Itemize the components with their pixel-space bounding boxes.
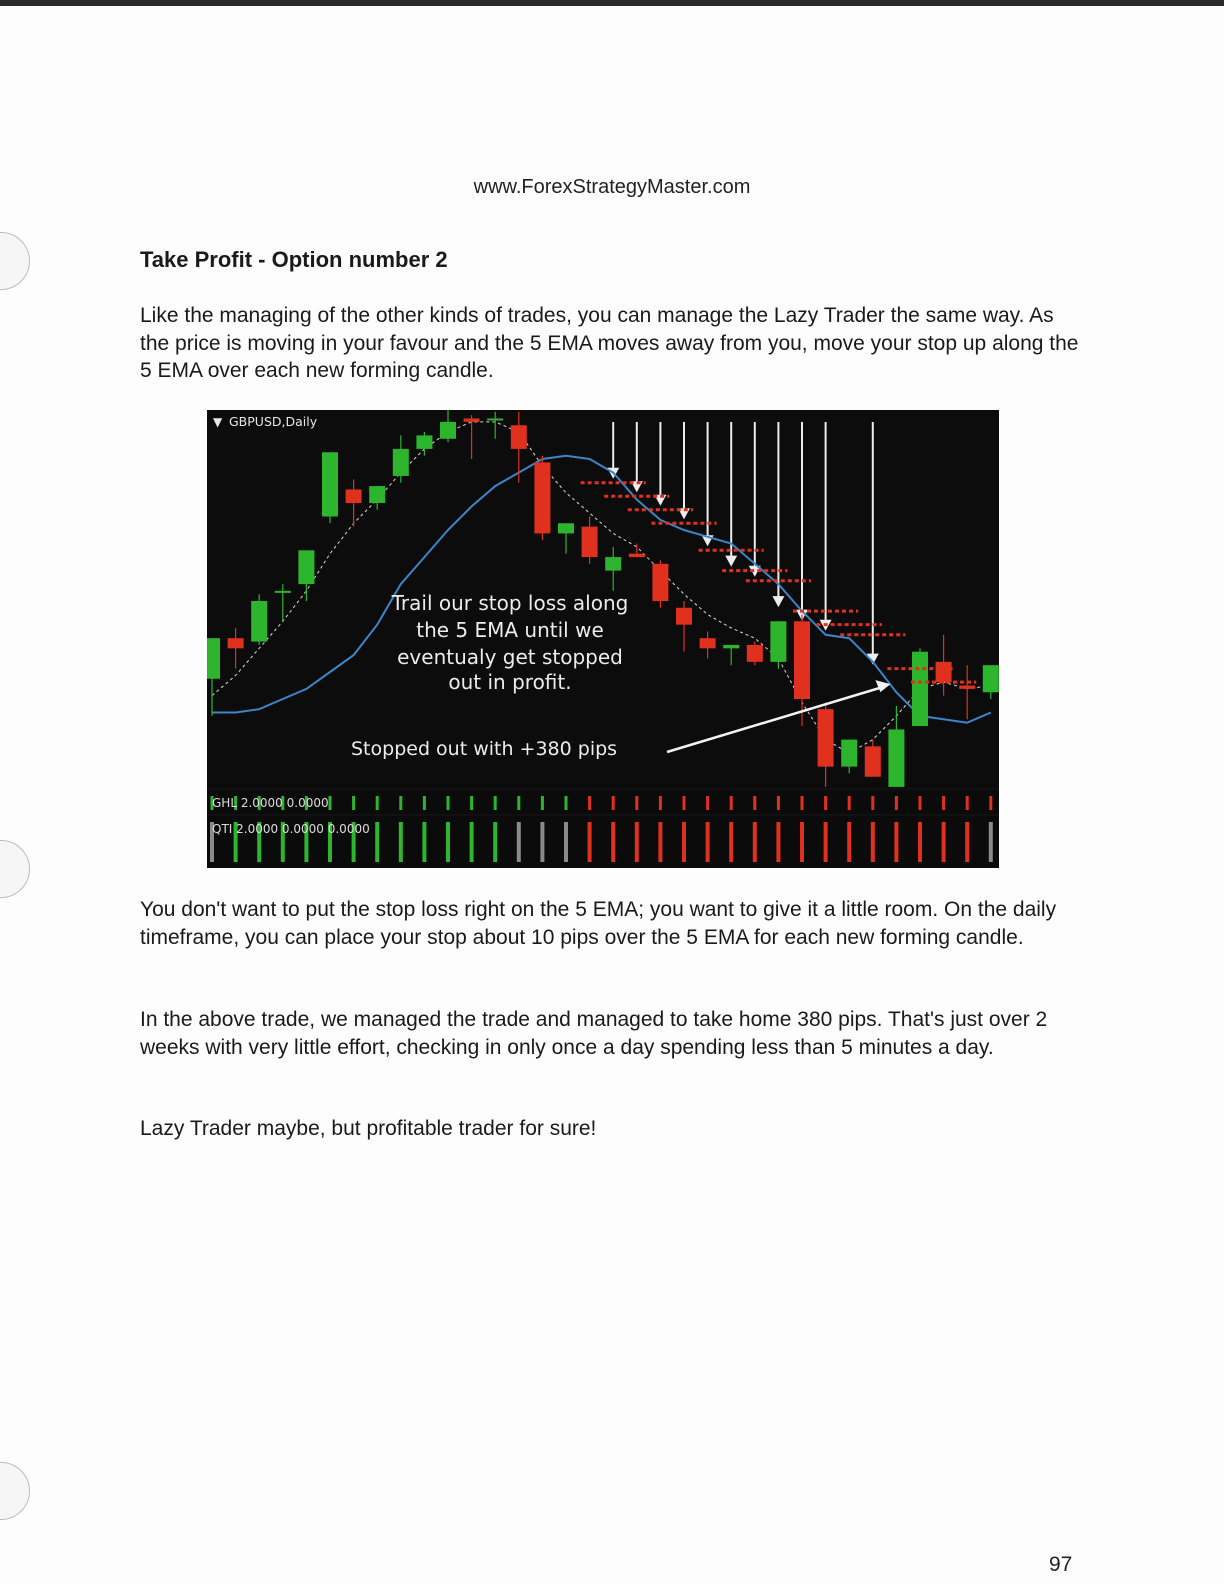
website-url: www.ForexStrategyMaster.com [473,176,751,198]
ghl-bar [683,796,686,810]
page-number: 97 [1049,1553,1073,1576]
bear-candle [582,527,598,557]
qti-bar [871,822,875,862]
ghl-bar [423,796,426,810]
ghl-bar [801,796,804,810]
bull-candle [322,452,338,516]
qti-bar [446,822,450,862]
bull-candle [369,486,385,503]
qti-bar [564,822,568,862]
bull-candle [605,557,621,571]
bear-candle [228,638,244,648]
ghl-bar [942,796,945,810]
ghl-bar [517,796,520,810]
bear-candle [511,425,527,449]
ghl-bar [777,796,780,810]
qti-bar [753,822,757,862]
qti-bar [399,822,403,862]
ghl-bar [494,796,497,810]
ghl-bar [541,796,544,810]
qti-bar [706,822,710,862]
ghl-bar [635,796,638,810]
qti-bar [540,822,544,862]
qti-bar [824,822,828,862]
bear-candle [959,686,975,689]
bull-candle [841,740,857,767]
qti-bar [918,822,922,862]
qti-bar [422,822,426,862]
gbpusd-daily-chart [207,410,999,868]
symbol-label-arrow[interactable]: ▼ [213,415,223,429]
bull-candle [440,422,456,439]
qti-bar [635,822,639,862]
symbol-label: GBPUSD,Daily [229,414,318,429]
ghl-bar [989,796,992,810]
ghl-bar [352,796,355,810]
bear-candle [818,709,834,766]
qti-bar [989,822,993,862]
bull-candle [487,418,503,420]
qti-bar [776,822,780,862]
ghl-bar [966,796,969,810]
qti-bar [847,822,851,862]
ghl-bar [588,796,591,810]
annotation-line-4: out in profit. [448,670,572,694]
qti-bar [470,822,474,862]
qti-bar [894,822,898,862]
qti-bar [611,822,615,862]
intro-paragraph: Like the managing of the other kinds of trades, you can manage the Lazy Trader the same way. As the price is moving in your favour and the 5 EMA moves away from you, move your stop up along the 5 EMA over each new forming candle. [140,304,1079,382]
bull-candle [770,621,786,662]
qti-bar [800,822,804,862]
qti-bar [517,822,521,862]
ghl-bar [447,796,450,810]
qti-bar [965,822,969,862]
bull-candle [275,591,291,593]
qti-bar [942,822,946,862]
qti-bar [375,822,379,862]
stop-placement-paragraph: You don't want to put the stop loss right on the 5 EMA; you want to give it a little room. On the daily timeframe, you can place your stop about 10 pips over the 5 EMA for each new forming candle. [140,898,1057,949]
qti-bar [493,822,497,862]
qti-bar [729,822,733,862]
ghl-bar [612,796,615,810]
bear-candle [794,621,810,699]
ghl-bar [470,796,473,810]
ghl-bar [848,796,851,810]
bear-candle [652,564,668,601]
page-top-edge [0,0,1224,6]
bull-candle [983,665,999,692]
ghl-bar [824,796,827,810]
bull-candle [723,645,739,648]
ghl-bar [895,796,898,810]
ghl-bar [871,796,874,810]
bull-candle [251,601,267,642]
bear-candle [464,418,480,421]
bull-candle [888,729,904,786]
bull-candle [393,449,409,476]
bear-candle [747,645,763,662]
bull-candle [207,638,220,679]
qti-bar [658,822,662,862]
bull-candle [416,435,432,449]
ghl-label: GHL 2.0000 0.0000 [212,796,329,810]
annotation-line-1: Trail our stop loss along [391,591,629,615]
qti-label: QTI 2.0000 0.0000 0.0000 [212,822,370,836]
bear-candle [346,489,362,503]
bear-candle [700,638,716,648]
bear-candle [865,746,881,776]
bull-candle [298,550,314,584]
annotation-line-3: eventualy get stopped [397,645,623,669]
ghl-bar [753,796,756,810]
bear-candle [936,662,952,682]
ghl-bar [329,796,332,810]
trade-result-paragraph: In the above trade, we managed the trade and managed to take home 380 pips. That's just over 2 weeks with very little effort, checking in only once a day spending less than 5 minutes a day. [140,1008,1048,1059]
ghl-bar [730,796,733,810]
qti-bar [588,822,592,862]
bull-candle [912,652,928,726]
bull-candle [558,523,574,533]
ghl-bar [706,796,709,810]
qti-bar [682,822,686,862]
ghl-bar [919,796,922,810]
closing-line: Lazy Trader maybe, but profitable trader for sure! [140,1117,597,1140]
punch-hole-middle [0,840,30,898]
ghl-bar [659,796,662,810]
exit-annotation: Stopped out with +380 pips [351,738,618,760]
punch-hole-top [0,232,30,290]
ghl-bar [565,796,568,810]
bear-candle [676,608,692,625]
ghl-bar [399,796,402,810]
bear-candle [629,554,645,557]
annotation-line-2: the 5 EMA until we [416,618,604,642]
bear-candle [534,462,550,533]
section-heading: Take Profit - Option number 2 [140,247,448,272]
ghl-bar [376,796,379,810]
punch-hole-bottom [0,1462,30,1520]
